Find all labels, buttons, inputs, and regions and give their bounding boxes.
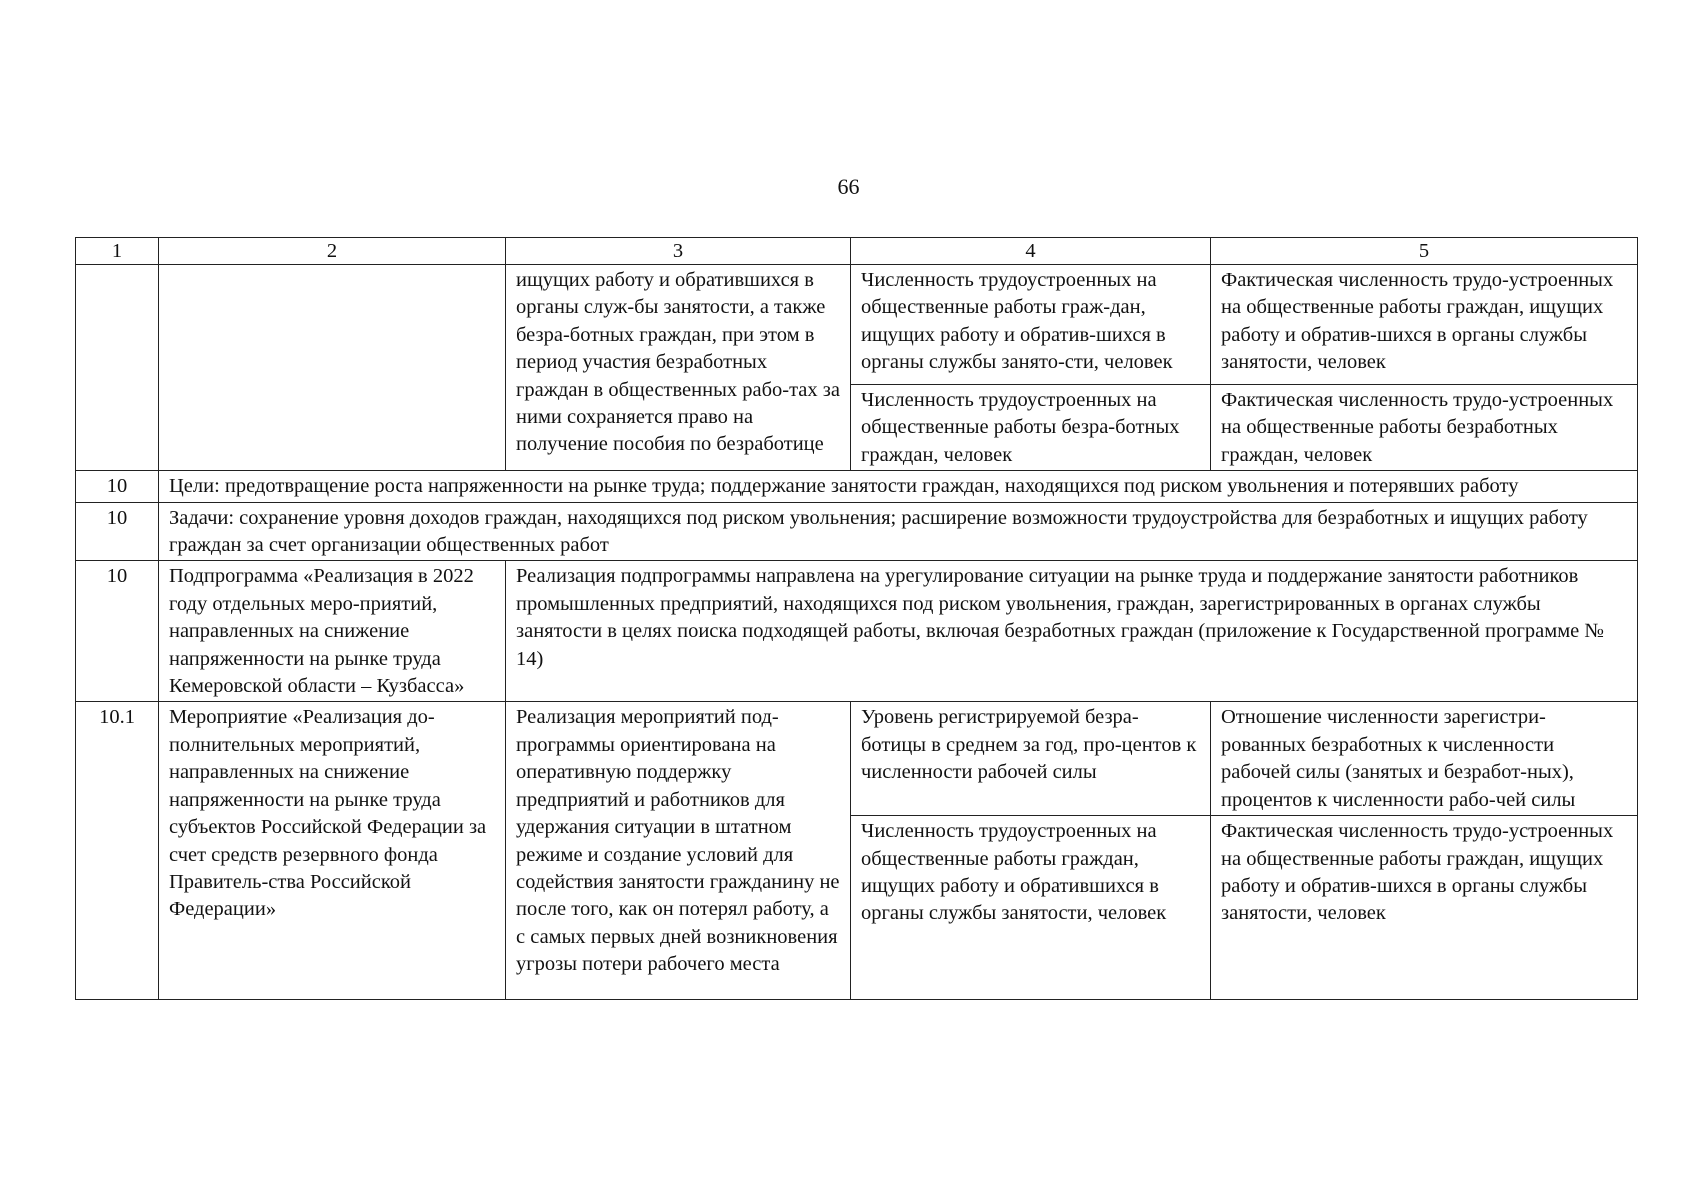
goals-row	[76, 471, 1638, 502]
method-cell: Фактическая численность трудо-устроенных на общественные работы граждан, ищущих работу и обратив-шихся в органы службы занятости, человек	[1211, 265, 1638, 385]
method-cell: Фактическая численность трудо-устроенных на общественные работы граждан, ищущих работу и обратив-шихся в органы службы занятости, человек	[1211, 816, 1638, 1000]
indicator-cell: Численность трудоустроенных на общественные работы граж-дан, ищущих работу и обратив-шихся в органы службы занято-сти, человек	[851, 265, 1211, 385]
program-table	[75, 237, 1638, 1000]
indicator-cell: Численность трудоустроенных на общественные работы безра-ботных граждан, человек	[851, 385, 1211, 471]
number-cell: 10	[76, 561, 159, 702]
header-cell: 4	[851, 238, 1211, 265]
method-cell: Отношение численности зарегистри-рованных безработных к численности рабочей силы (занятых и безработ-ных), процентов к численности рабо-чей силы	[1211, 702, 1638, 816]
header-cell: 1	[76, 238, 159, 265]
indicator-cell: Численность трудоустроенных на общественные работы граждан, ищущих работу и обратившихся в органы службы занятости, человек	[851, 816, 1211, 1000]
indicator-cell: Уровень регистрируемой безра-ботицы в среднем за год, про-центов к численности рабочей силы	[851, 702, 1211, 816]
method-cell: Фактическая численность трудо-устроенных на общественные работы безработных граждан, человек	[1211, 385, 1638, 471]
name-cell	[159, 265, 506, 471]
subprogram-name: Подпрограмма «Реализация в 2022 году отдельных меро-приятий, направленных на снижение напряженности на рынке труда Кемеровской области – Кузбасса»	[159, 561, 506, 702]
measure-name: Мероприятие «Реализация до-полнительных мероприятий, направленных на снижение напряженности на рынке труда субъектов Российской Федерации за счет средств резервного фонда Правитель-ства Российской Федерации»	[159, 702, 506, 1000]
goals-text: Цели: предотвращение роста напряженности на рынке труда; поддержание занятости граждан, находящихся под риском увольнения и потерявших работу	[159, 471, 1638, 502]
subprogram-row	[76, 561, 1638, 702]
header-cell: 5	[1211, 238, 1638, 265]
tasks-row	[76, 502, 1638, 561]
number-cell	[76, 265, 159, 471]
tasks-text: Задачи: сохранение уровня доходов граждан, находящихся под риском увольнения; расширение возможности трудоустройства для безработных и ищущих работу граждан за счет организации общественных работ	[159, 502, 1638, 561]
measure-row	[76, 702, 1638, 816]
table-header-row	[76, 238, 1638, 265]
number-cell: 10	[76, 502, 159, 561]
table-row	[76, 265, 1638, 385]
header-cell: 3	[506, 238, 851, 265]
measure-description: Реализация мероприятий под-программы ориентирована на оперативную поддержку предприятий и работников для удержания ситуации в штатном режиме и создание условий для содействия занятости гражданину не после того, как он потерял работу, а с самых первых дней возникновения угрозы потери рабочего места	[506, 702, 851, 1000]
subprogram-description: Реализация подпрограммы направлена на урегулирование ситуации на рынке труда и поддержание занятости работников промышленных предприятий, находящихся под риском увольнения, граждан, зарегистрированных в органах службы занятости в целях поиска подходящей работы, включая безработных граждан (приложение к Государственной программе № 14)	[506, 561, 1638, 702]
description-cell: ищущих работу и обратившихся в органы служ-бы занятости, а также безра-ботных граждан, при этом в период участия безработных граждан в общественных рабо-тах за ними сохраняется право на получение пособия по безработице	[506, 265, 851, 471]
number-cell: 10	[76, 471, 159, 502]
page-number: 66	[837, 174, 860, 199]
header-cell: 2	[159, 238, 506, 265]
number-cell: 10.1	[76, 702, 159, 1000]
